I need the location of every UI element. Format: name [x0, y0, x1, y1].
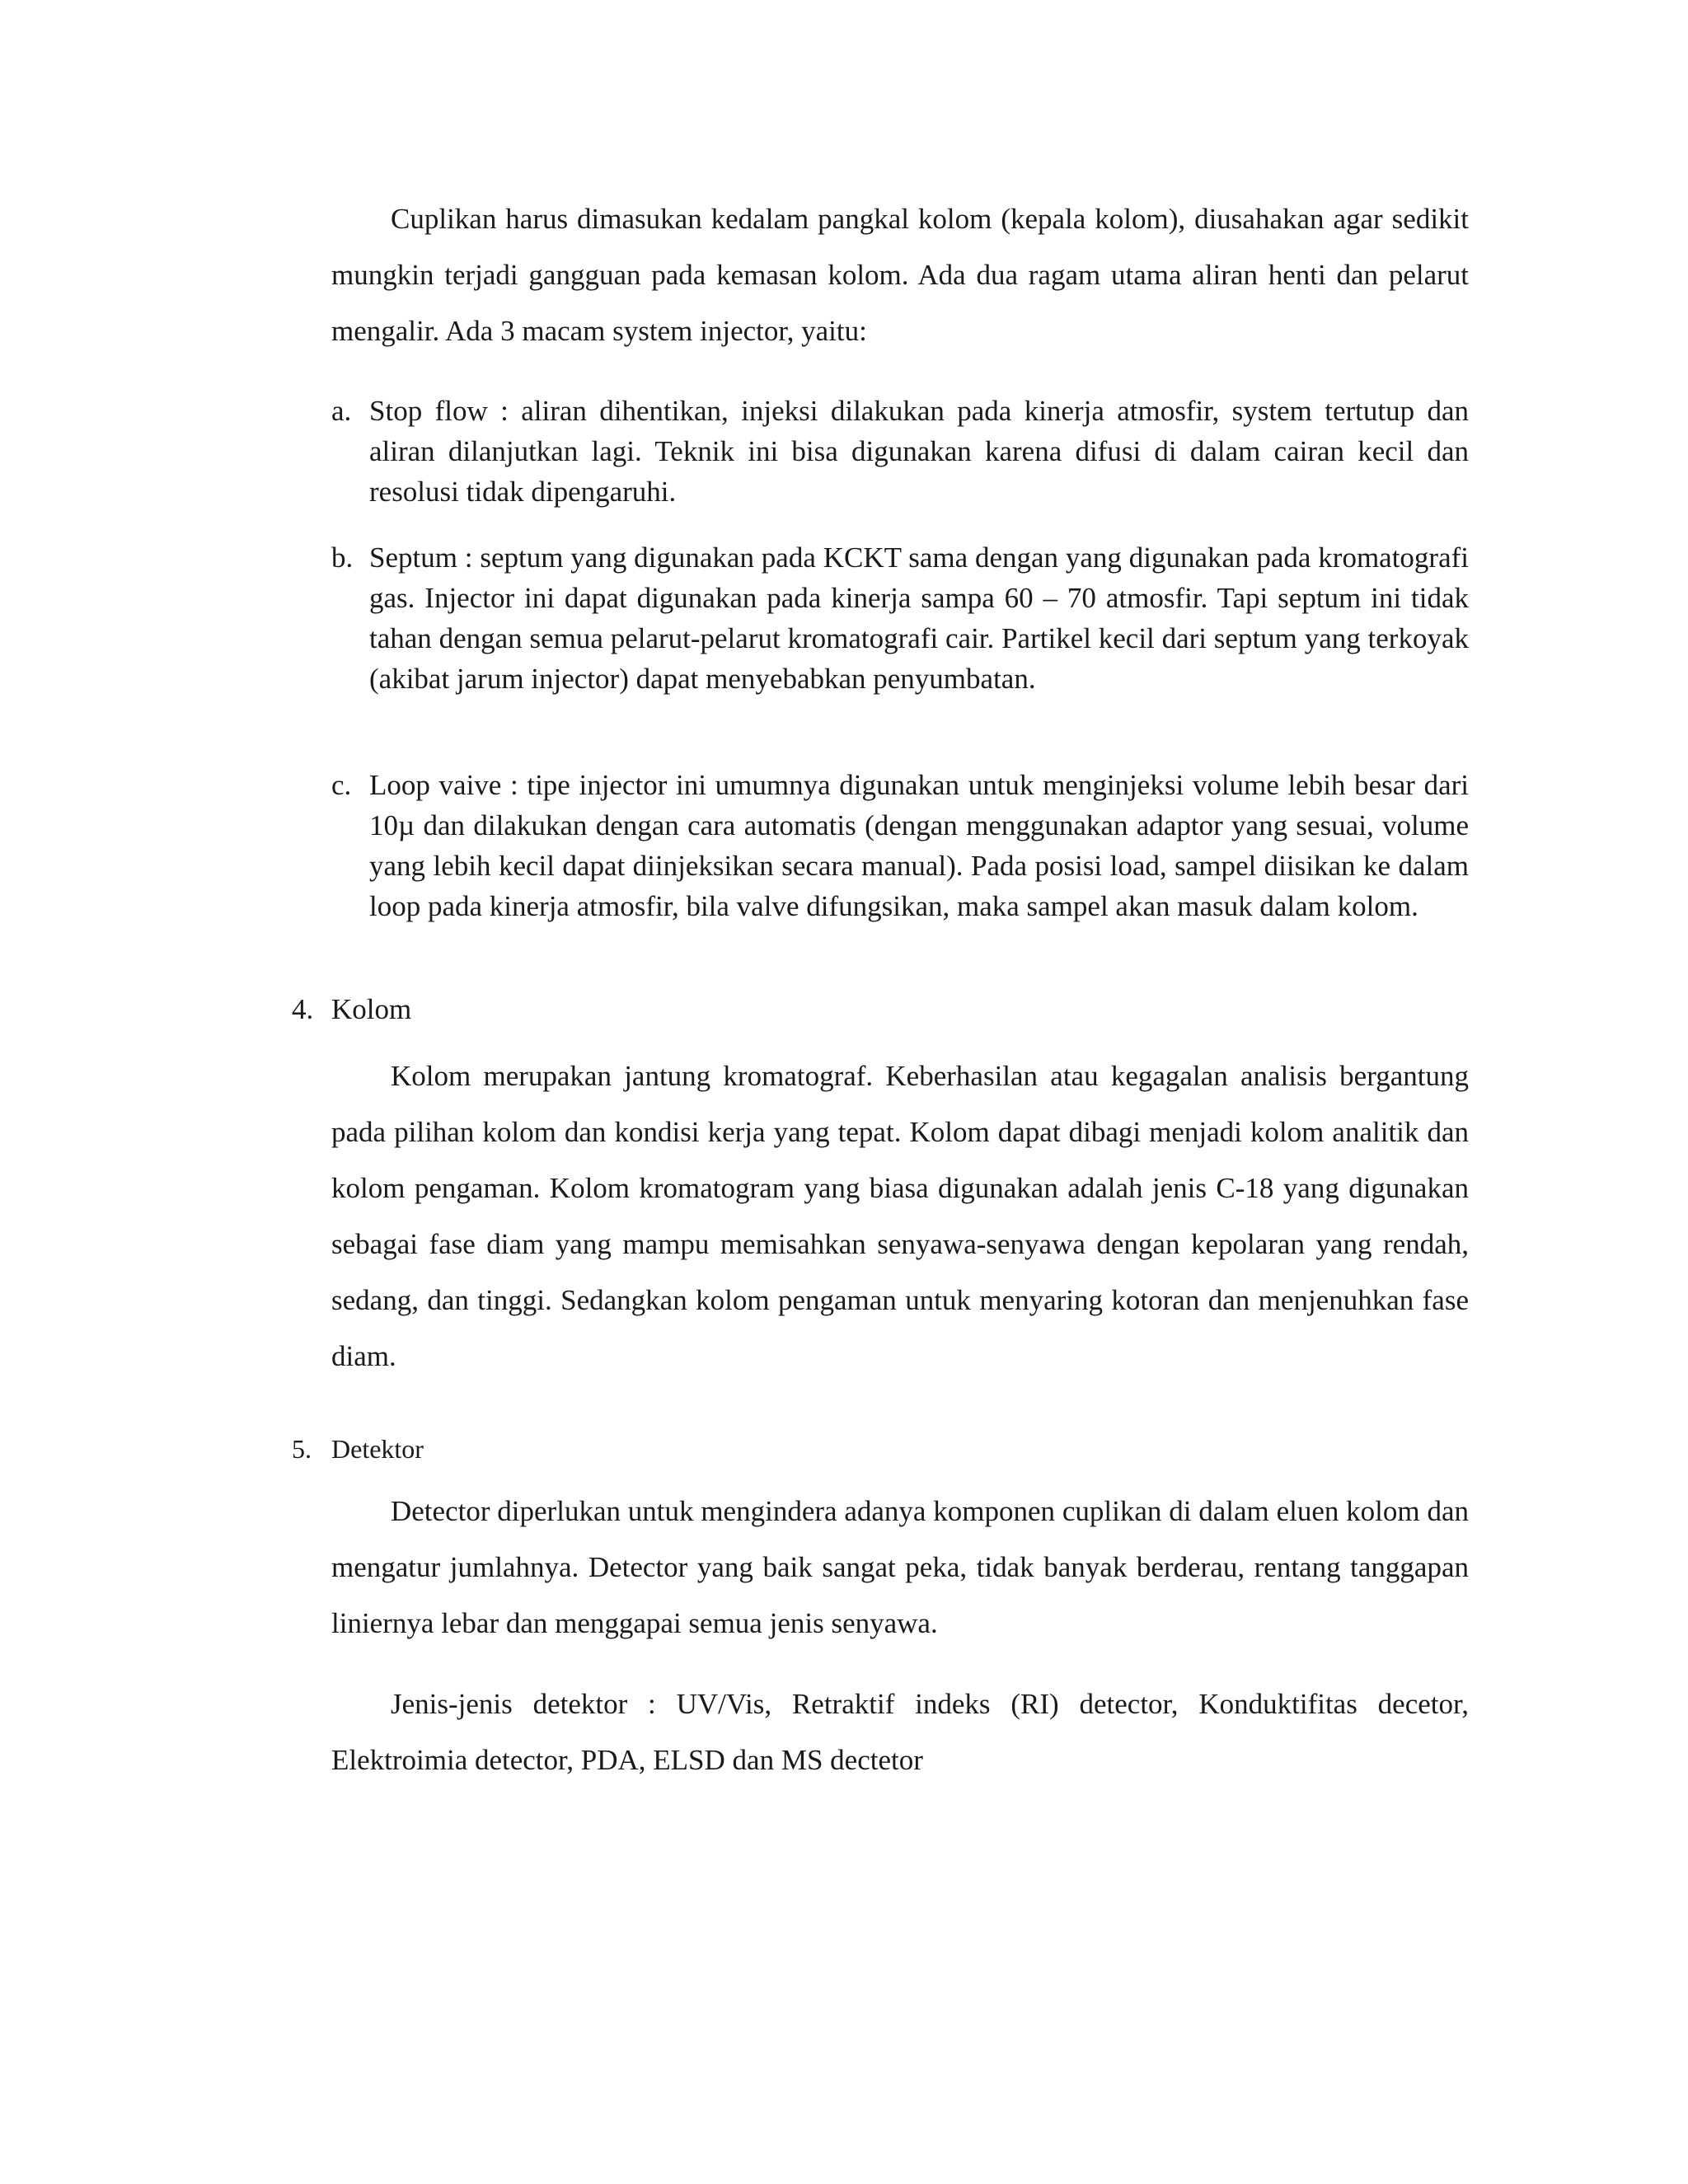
detektor-types-text: Jenis-jenis detektor : UV/Vis, Retraktif indeks (RI) detector, Konduktifitas decetor, Elektroimia detector, PDA, ELSD dan MS dectetor: [331, 1688, 1469, 1776]
list-marker: c.: [331, 769, 352, 801]
section-number: 5.: [292, 1434, 312, 1464]
intro-text: Cuplikan harus dimasukan kedalam pangkal kolom (kepala kolom), diusahakan agar sedikit mungkin terjadi gangguan pada kemasan kolom. Ada dua ragam utama aliran henti dan pelarut mengalir. Ada 3 macam system injector, yaitu:: [331, 203, 1469, 347]
detektor-text: Detector diperlukan untuk mengindera adanya komponen cuplikan di dalam eluen kolom dan mengatur jumlahnya. Detector yang baik sangat peka, tidak banyak berderau, rentang tanggapan liniernya lebar dan menggapai semua jenis senyawa.: [331, 1495, 1469, 1639]
list-item-text: Septum : septum yang digunakan pada KCKT sama dengan yang digunakan pada kromatografi gas. Injector ini dapat digunakan pada kinerja sampa 60 – 70 atmosfir. Tapi septum ini tidak tahan dengan semua pelarut-pelarut kromatografi cair. Partikel kecil dari septum yang terkoyak (akibat jarum injector) dapat menyebabkan penyumbatan.: [369, 541, 1469, 695]
list-item-text: Loop vaive : tipe injector ini umumnya digunakan untuk menginjeksi volume lebih besar dari 10µ dan dilakukan dengan cara automatis (dengan menggunakan adaptor yang sesuai, volume yang lebih kecil dapat diinjeksikan secara manual). Pada posisi load, sampel diisikan ke dalam loop pada kinerja atmosfir, bila valve difungsikan, maka sampel akan masuk dalam kolom.: [369, 769, 1469, 922]
section-title: Detektor: [331, 1434, 424, 1464]
kolom-text: Kolom merupakan jantung kromatograf. Keberhasilan atau kegagalan analisis bergantung pada pilihan kolom dan kondisi kerja yang tepat. Kolom dapat dibagi menjadi kolom analitik dan kolom pengaman. Kolom kromatogram yang biasa digunakan adalah jenis C-18 yang digunakan sebagai fase diam yang mampu memisahkan senyawa-senyawa dengan kepolaran yang rendah, sedang, dan tinggi. Sedangkan kolom pengaman untuk menyaring kotoran dan menjenuhkan fase diam.: [331, 1060, 1469, 1372]
section-heading-detektor: [292, 1428, 424, 1469]
list-item-text: Stop flow : aliran dihentikan, injeksi dilakukan pada kinerja atmosfir, system tertutup dan aliran dilanjutkan lagi. Teknik ini bisa digunakan karena difusi di dalam cairan kecil dan resolusi tidak dipengaruhi.: [369, 395, 1469, 508]
injector-item-septum: [331, 537, 1469, 699]
section-heading-kolom: [292, 989, 411, 1030]
kolom-paragraph: [331, 1048, 1469, 1385]
injector-item-loop-valve: [331, 765, 1469, 926]
intro-paragraph: [331, 191, 1469, 359]
section-title: Kolom: [331, 993, 412, 1025]
list-marker: b.: [331, 541, 354, 574]
injector-item-stop-flow: [331, 391, 1469, 512]
detektor-types-paragraph: [331, 1676, 1469, 1788]
detektor-paragraph: [331, 1483, 1469, 1652]
section-number: 4.: [292, 993, 314, 1025]
list-marker: a.: [331, 395, 352, 427]
